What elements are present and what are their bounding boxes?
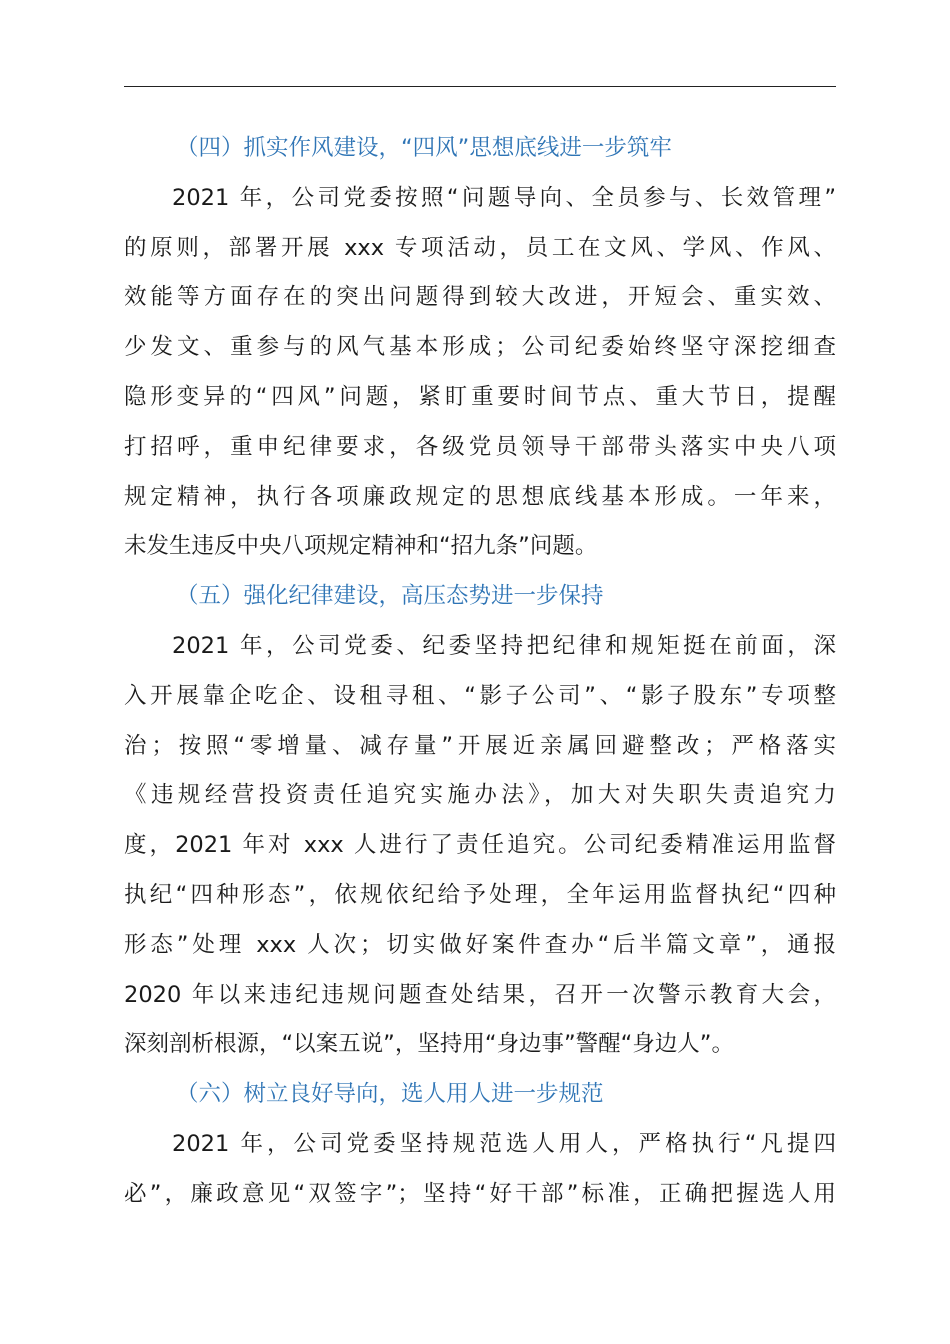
document-body (124, 124, 836, 1220)
paragraph-line: 度，2021 年对 xxx 人进行了责任追究。公司纪委精准运用监督 (124, 832, 836, 859)
paragraph-line: 未发生违反中央八项规定精神和“招九条”问题。 (124, 533, 598, 560)
header-rule (124, 86, 836, 87)
paragraph-line: 必”，廉政意见“双签字”；坚持“好干部”标准，正确把握选人用 (124, 1180, 836, 1207)
paragraph-line: 2021 年，公司党委按照“问题导向、全员参与、长效管理” (172, 184, 836, 211)
paragraph-line: 形态”处理 xxx 人次；切实做好案件查办“后半篇文章”，通报 (124, 931, 836, 958)
section-4-paragraph (124, 174, 836, 572)
paragraph-line: 2021 年，公司党委坚持规范选人用人，严格执行“凡提四 (172, 1130, 836, 1157)
paragraph-line: 隐形变异的“四风”问题，紧盯重要时间节点、重大节日，提醒 (124, 383, 836, 410)
paragraph-line: 执纪“四种形态”，依规依纪给予处理，全年运用监督执纪“四种 (124, 881, 836, 908)
paragraph-line: 2020 年以来违纪违规问题查处结果，召开一次警示教育大会， (124, 981, 836, 1008)
paragraph-line: 治；按照“零增量、减存量”开展近亲属回避整改；严格落实 (124, 732, 836, 759)
paragraph-line: 《违规经营投资责任追究实施办法》，加大对失职失责追究力 (124, 782, 836, 809)
section-6-heading: （六）树立良好导向，选人用人进一步规范 (176, 1081, 604, 1108)
paragraph-line: 深刻剖析根源，“以案五说”，坚持用“身边事”警醒“身边人”。 (124, 1031, 734, 1058)
paragraph-line: 规定精神，执行各项廉政规定的思想底线基本形成。一年来， (124, 483, 836, 510)
paragraph-line: 的原则，部署开展 xxx 专项活动，员工在文风、学风、作风、 (124, 234, 836, 261)
paragraph-line: 2021 年，公司党委、纪委坚持把纪律和规矩挺在前面，深 (172, 632, 836, 659)
paragraph-line: 打招呼，重申纪律要求，各级党员领导干部带头落实中央八项 (124, 433, 836, 460)
paragraph-line: 效能等方面存在的突出问题得到较大改进，开短会、重实效、 (124, 284, 836, 311)
section-6-paragraph (124, 1120, 836, 1220)
paragraph-line: 入开展靠企吃企、设租寻租、“影子公司”、“影子股东”专项整 (124, 682, 836, 709)
section-4-heading: （四）抓实作风建设，“四风”思想底线进一步筑牢 (176, 135, 672, 161)
section-5-heading: （五）强化纪律建设，高压态势进一步保持 (176, 583, 604, 610)
section-5-paragraph (124, 622, 836, 1070)
paragraph-line: 少发文、重参与的风气基本形成；公司纪委始终坚守深挖细查 (124, 334, 836, 361)
